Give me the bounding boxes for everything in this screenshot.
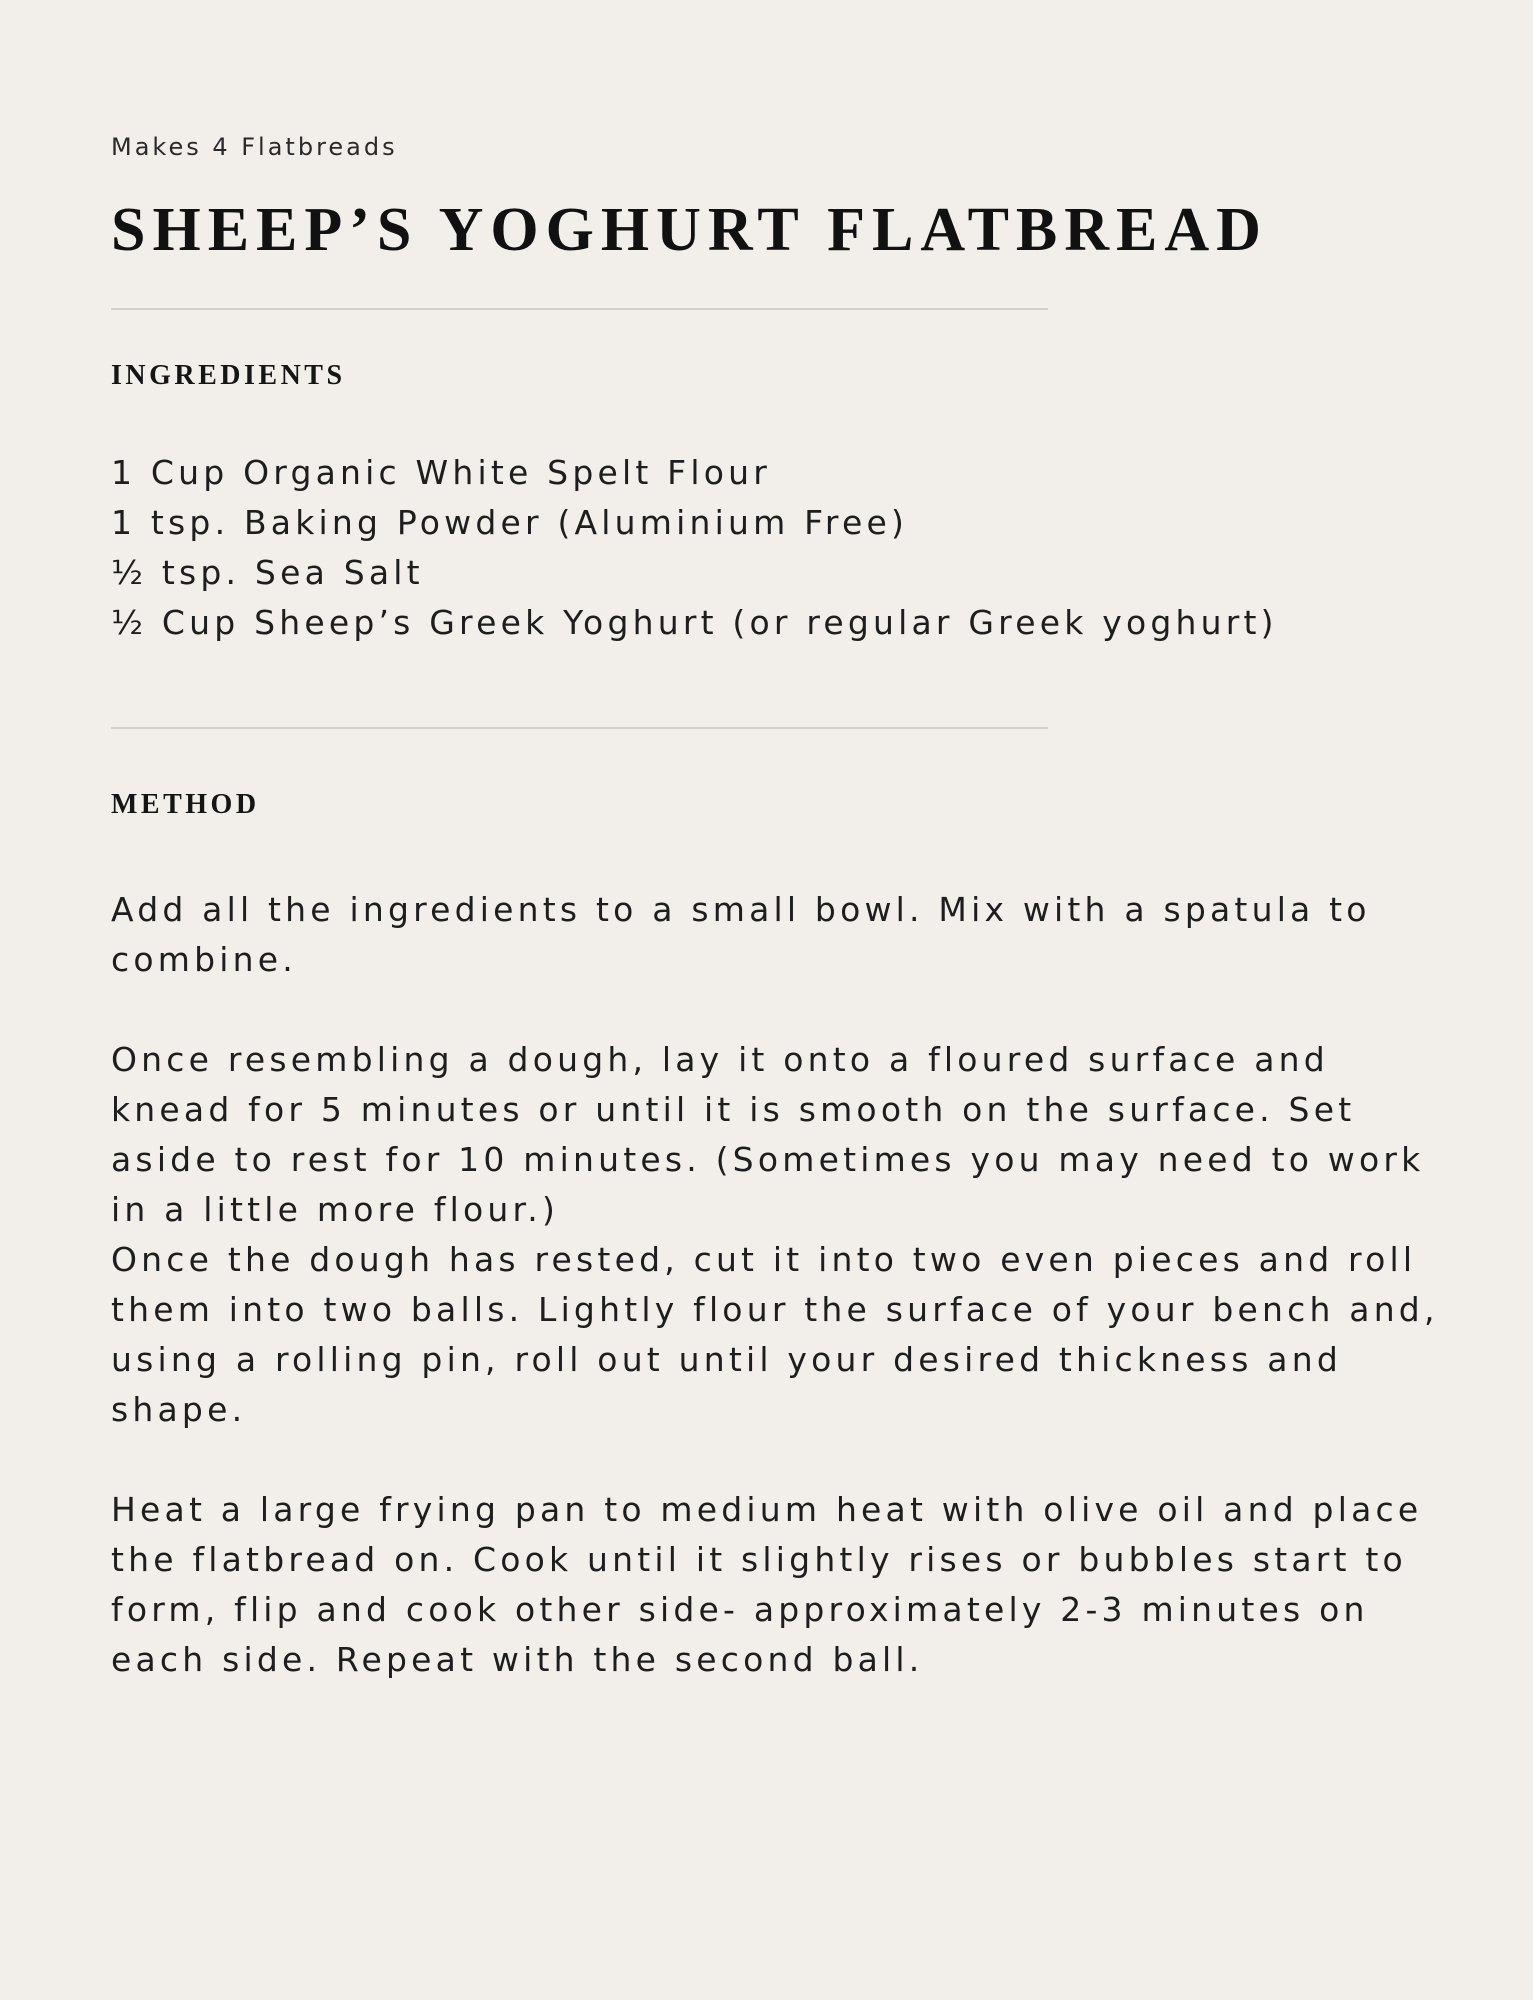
method-steps <box>111 885 1439 1685</box>
method-line: Heat a large frying pan to medium heat with olive oil and place <box>111 1490 1423 1529</box>
method-line: form, flip and cook other side- approximately 2-3 minutes on <box>111 1590 1369 1629</box>
method-line: Once the dough has rested, cut it into two even pieces and roll <box>111 1240 1417 1279</box>
recipe-yield: Makes 4 Flatbreads <box>111 133 398 161</box>
paragraph-gap <box>111 985 1401 1035</box>
ingredient-item: ½ tsp. Sea Salt <box>111 553 424 592</box>
divider <box>111 727 1048 729</box>
paragraph-gap <box>111 1435 1401 1485</box>
method-line: Add all the ingredients to a small bowl. Mix with a spatula to <box>111 890 1371 929</box>
recipe-title: SHEEP’S YOGHURT FLATBREAD <box>111 196 1268 264</box>
method-line: combine. <box>111 940 297 979</box>
ingredients-list <box>111 448 1278 648</box>
divider <box>111 308 1048 310</box>
ingredient-item: 1 Cup Organic White Spelt Flour <box>111 453 771 492</box>
method-line: them into two balls. Lightly flour the surface of your bench and, <box>111 1290 1439 1329</box>
method-line: knead for 5 minutes or until it is smooth on the surface. Set <box>111 1090 1356 1129</box>
method-line: aside to rest for 10 minutes. (Sometimes you may need to work <box>111 1140 1425 1179</box>
ingredients-heading: INGREDIENTS <box>111 360 346 391</box>
method-line: each side. Repeat with the second ball. <box>111 1640 924 1679</box>
method-step-4 <box>111 1485 1423 1685</box>
method-step-3 <box>111 1235 1439 1435</box>
method-step-2 <box>111 1035 1425 1235</box>
method-line: using a rolling pin, roll out until your desired thickness and <box>111 1340 1342 1379</box>
method-line: the flatbread on. Cook until it slightly rises or bubbles start to <box>111 1540 1407 1579</box>
method-line: shape. <box>111 1390 247 1429</box>
method-line: in a little more flour.) <box>111 1190 560 1229</box>
method-line: Once resembling a dough, lay it onto a floured surface and <box>111 1040 1329 1079</box>
ingredient-item: ½ Cup Sheep’s Greek Yoghurt (or regular Greek yoghurt) <box>111 603 1278 642</box>
method-heading: METHOD <box>111 789 260 820</box>
method-step-1 <box>111 885 1401 985</box>
ingredient-item: 1 tsp. Baking Powder (Aluminium Free) <box>111 503 909 542</box>
